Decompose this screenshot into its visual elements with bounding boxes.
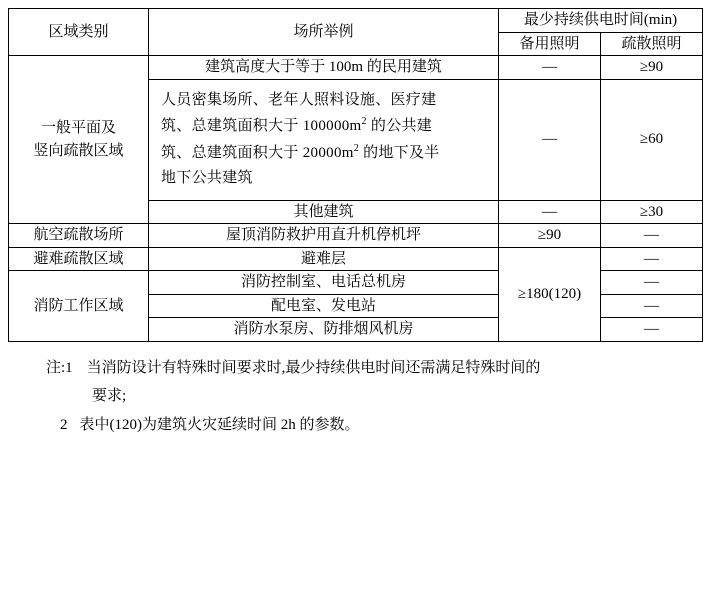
table-header-row-1 — [9, 9, 703, 33]
table-notes — [8, 354, 702, 440]
note-continuation: 要求; — [92, 388, 127, 404]
header-cell-backup-lighting: 备用照明 — [499, 32, 601, 56]
evac-value-cell: — — [601, 318, 703, 342]
note-text: 当消防设计有特殊时间要求时,最少持续供电时间还需满足特殊时间的 — [86, 359, 541, 376]
example-line: 筑、总建筑面积大于 $100000m^2$ 的公共建 — [161, 116, 433, 134]
table-row — [9, 56, 703, 80]
example-line: 地下公共建筑 — [161, 170, 253, 186]
evac-value-cell: — — [601, 224, 703, 248]
note-number: 2 — [60, 416, 68, 433]
evac-value-cell: ≥60 — [601, 79, 703, 200]
note-item — [8, 354, 702, 383]
example-cell: 屋顶消防救护用直升机停机坪 — [149, 224, 499, 248]
example-cell: 避难层 — [149, 247, 499, 271]
evac-value-cell: — — [601, 247, 703, 271]
example-cell: 其他建筑 — [149, 200, 499, 224]
note-text: 表中(120)为建筑火灾延续时间 2h 的参数。 — [79, 416, 360, 433]
notes-title: 注: — [46, 359, 66, 376]
evac-value-cell: ≥90 — [601, 56, 703, 80]
area-cell-refuge-evacuation: 避难疏散区域 — [9, 247, 149, 271]
area-cell-general-evacuation — [9, 56, 149, 224]
note-label — [8, 354, 87, 383]
backup-value-cell: — — [499, 200, 601, 224]
evac-value-cell: — — [601, 271, 703, 295]
area-cell-aviation-evacuation: 航空疏散场所 — [9, 224, 149, 248]
header-cell-duration: 最少持续供电时间(min) — [499, 9, 703, 33]
header-cell-example: 场所举例 — [149, 9, 499, 56]
table-row — [9, 247, 703, 271]
evac-value-cell: — — [601, 294, 703, 318]
evac-value-cell: ≥30 — [601, 200, 703, 224]
fire-lighting-duration-table — [8, 8, 703, 342]
backup-value-cell: — — [499, 56, 601, 80]
table-row — [9, 224, 703, 248]
example-cell — [149, 79, 499, 200]
note-number: 1 — [65, 359, 73, 376]
header-cell-area: 区域类别 — [9, 9, 149, 56]
example-cell: 消防控制室、电话总机房 — [149, 271, 499, 295]
area-label-line1: 一般平面及 — [40, 120, 116, 136]
note-item — [8, 411, 702, 440]
backup-value-cell-merged: ≥180(120) — [499, 247, 601, 341]
backup-value-cell: — — [499, 79, 601, 200]
example-cell: 配电室、发电站 — [149, 294, 499, 318]
example-line: 筑、总建筑面积大于 $20000m^2$ 的地下及半 — [161, 142, 440, 161]
example-cell: 建筑高度大于等于 100m 的民用建筑 — [149, 56, 499, 80]
example-cell: 消防水泵房、防排烟风机房 — [149, 318, 499, 342]
area-label-line2: 竖向疏散区域 — [33, 142, 124, 159]
header-cell-evacuation-lighting: 疏散照明 — [601, 32, 703, 56]
area-cell-firefighting-work: 消防工作区域 — [9, 271, 149, 342]
backup-value-cell: ≥90 — [499, 224, 601, 248]
example-line: 人员密集场所、老年人照料设施、医疗建 — [161, 91, 437, 108]
